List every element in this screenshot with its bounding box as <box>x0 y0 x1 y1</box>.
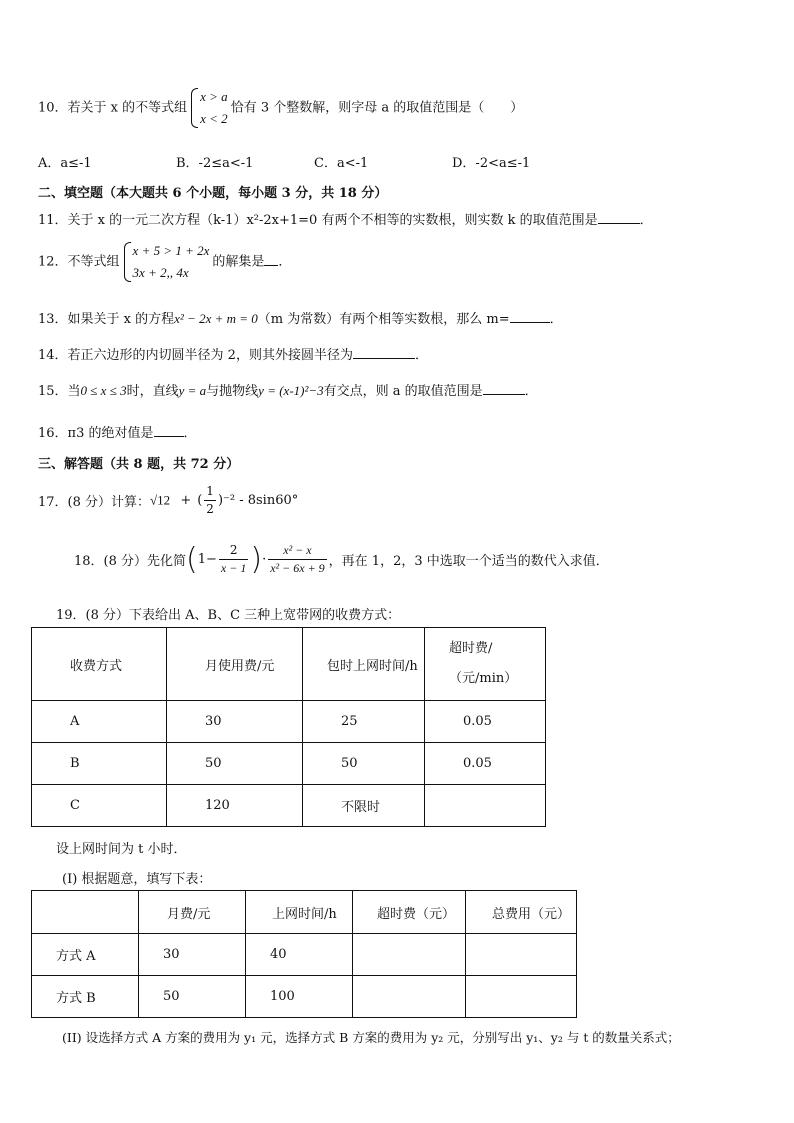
q19-part-2: (II) 设选择方式 A 方案的费用为 y₁ 元，选择方式 B 方案的费用为 y₂ 元，分别写出 y₁、y₂ 与 t 的数量关系式； <box>62 1030 680 1045</box>
section-3-heading: 三、解答题（共 8 题，共 72 分） <box>38 457 240 472</box>
pricing-table <box>31 627 546 827</box>
table-row: 方式 B 50 100 <box>32 976 577 1018</box>
q19-part-1: (I) 根据题意，填写下表： <box>62 872 212 887</box>
q10-suffix: 恰有 3 个整数解，则字母 a 的取值范围是（ ） <box>230 100 524 116</box>
question-19-intro: 19．(8 分）下表给出 A、B、C 三种上宽带网的收费方式： <box>56 608 401 623</box>
q15-answer-blank <box>483 382 525 395</box>
q12-answer-blank <box>264 253 278 266</box>
q19-note: 设上网时间为 t 小时． <box>56 842 187 857</box>
fill-in-table <box>31 890 577 1018</box>
table-row: C 120 不限时 <box>32 785 546 827</box>
table-header-cell: 超时费/（元/min） <box>425 628 546 701</box>
q16-answer-blank <box>154 424 184 437</box>
question-10 <box>38 86 523 130</box>
table-row: B 50 50 0.05 <box>32 743 546 785</box>
question-17: 17．(8 分）计算：√12 + ( $\frac{1}{2}$ )⁻² - 8sin60° <box>38 484 299 516</box>
q10-option-b: B．-2≤a<-1 <box>176 156 254 171</box>
q10-option-c: C．a<-1 <box>314 156 369 171</box>
table-header-row: 月费/元 上网时间/h 超时费（元） 总费用（元） <box>32 891 577 934</box>
question-16: 16．π3 的绝对值是 ． <box>38 426 197 441</box>
q12-inequality-system: x + 5 > 1 + 2x 3x + 2,, 4x <box>123 240 210 284</box>
table-row: 方式 A 30 40 <box>32 934 577 976</box>
q17-open-paren: ( <box>197 493 203 508</box>
answer-cell[interactable] <box>466 934 577 976</box>
q18-open-paren: ( <box>186 541 198 577</box>
q10-prefix: 10．若关于 x 的不等式组 <box>38 100 188 116</box>
q18-one: 1− <box>197 552 217 567</box>
q17-fraction: $\frac{1}{2}$ <box>206 484 214 516</box>
question-11: 11．关于 x 的一元二次方程（k-1）x²-2x+1=0 有两个不相等的实数根，则实数 k 的取值范围是 ． <box>38 213 653 228</box>
answer-cell[interactable] <box>353 976 466 1018</box>
q18-close-paren: ) <box>250 541 263 577</box>
question-14: 14．若正六边形的内切圆半径为 2，则其外接圆半径为 ． <box>38 348 428 363</box>
table-header-cell: 收费方式 <box>32 628 167 701</box>
question-15: 15．当0 ≤ x ≤ 3时，直线y = a与抛物线y = (x-1)²−3有交点，则 a 的取值范围是 ． <box>38 383 538 399</box>
answer-cell[interactable] <box>353 934 466 976</box>
q18-fraction-2: $\frac{\text{x² − x}}{\text{x² − 6x + 9}}$ <box>270 543 325 575</box>
table-header-row <box>32 628 546 701</box>
q10-option-d: D．-2<a≤-1 <box>452 156 531 171</box>
table-row: A 30 25 0.05 <box>32 701 546 743</box>
q10-option-a: A．a≤-1 <box>38 156 92 171</box>
q18-dot: · <box>262 552 267 567</box>
q14-answer-blank <box>353 346 415 359</box>
table-header-cell: 月使用费/元 <box>167 628 303 701</box>
answer-cell[interactable] <box>466 976 577 1018</box>
section-2-heading: 二、填空题（本大题共 6 个小题，每小题 3 分，共 18 分） <box>38 186 388 201</box>
table-header-cell: 包时上网时间/h <box>303 628 425 701</box>
question-12: 12．不等式组 x + 5 > 1 + 2x 3x + 2,, 4x 的解集是 ． <box>38 240 291 284</box>
question-18: 18．(8 分）先化简(1− $\frac{2}{x - 1}$ )· $\frac{\text{x² − x}}{\text{x² − 6x + 9}}$ ，再在 1，2，3 中选取一个适当的数代入求值． <box>74 541 609 577</box>
q13-answer-blank <box>510 310 550 323</box>
q11-answer-blank <box>598 211 640 224</box>
question-13: 13．如果关于 x 的方程x² − 2x + m = 0（m 为常数）有两个相等实数根，那么 m= ． <box>38 311 563 327</box>
q18-fraction-1: $\frac{2}{x - 1}$ <box>220 543 247 575</box>
q10-inequality-system: x > a x < 2 <box>190 86 228 130</box>
